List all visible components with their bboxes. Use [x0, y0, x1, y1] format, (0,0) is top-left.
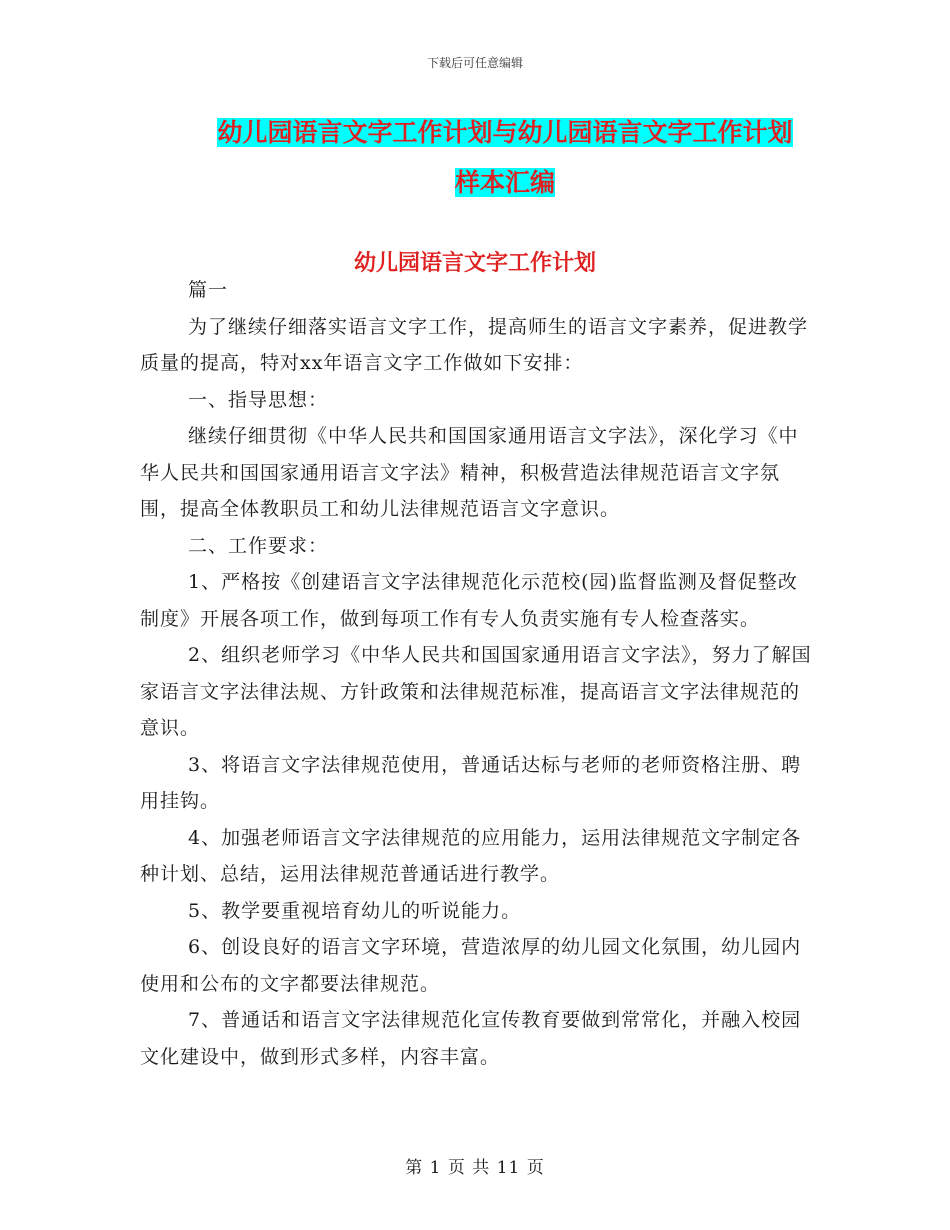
- paragraph: 篇一: [188, 279, 229, 301]
- page-number: 第 1 页 共 11 页: [405, 1158, 545, 1178]
- paragraph: 6、创设良好的语言文字环境，营造浓厚的幼儿园文化氛围，幼儿园内使用和公布的文字都要法律规范。: [140, 936, 802, 995]
- paragraph: 为了继续仔细落实语言文字工作，提高师生的语言文字素养，促进教学质量的提高，特对xx年语言文字工作做如下安排：: [140, 315, 809, 374]
- paragraph: 一、指导思想：: [188, 388, 329, 411]
- paragraph: 1、严格按《创建语言文字法律规范化示范校(园)监督监测及督促整改制度》开展各项工作，做到每项工作有专人负责实施有专人检查落实。: [140, 571, 798, 630]
- paragraph: 5、教学要重视培育幼儿的听说能力。: [188, 899, 522, 922]
- header-note: 下载后可任意编辑: [426, 56, 523, 70]
- section-title: 幼儿园语言文字工作计划: [353, 251, 596, 276]
- paragraph: 4、加强老师语言文字法律规范的应用能力，运用法律规范文字制定各种计划、总结，运用法律规范普通话进行教学。: [140, 826, 802, 885]
- document-title-line-2: 样本汇编: [454, 168, 555, 197]
- paragraph: 3、将语言文字法律规范使用，普通话达标与老师的老师资格注册、聘用挂钩。: [140, 753, 802, 812]
- document-title-line-1: 幼儿园语言文字工作计划与幼儿园语言文字工作计划: [217, 118, 793, 147]
- document-title: [140, 108, 870, 208]
- document-body: [140, 272, 812, 1075]
- paragraph: 继续仔细贯彻《中华人民共和国国家通用语言文字法》，深化学习《中华人民共和国国家通用语言文字法》精神，积极营造法律规范语言文字氛围，提高全体教职员工和幼儿法律规范语言文字意识。: [140, 425, 799, 520]
- paragraph: 2、组织老师学习《中华人民共和国国家通用语言文字法》，努力了解国家语言文字法律法规、方针政策和法律规范标准，提高语言文字法律规范的意识。: [140, 644, 812, 739]
- paragraph: 7、普通话和语言文字法律规范化宣传教育要做到常常化，并融入校园文化建设中，做到形式多样，内容丰富。: [140, 1009, 802, 1068]
- paragraph: 二、工作要求：: [188, 534, 329, 557]
